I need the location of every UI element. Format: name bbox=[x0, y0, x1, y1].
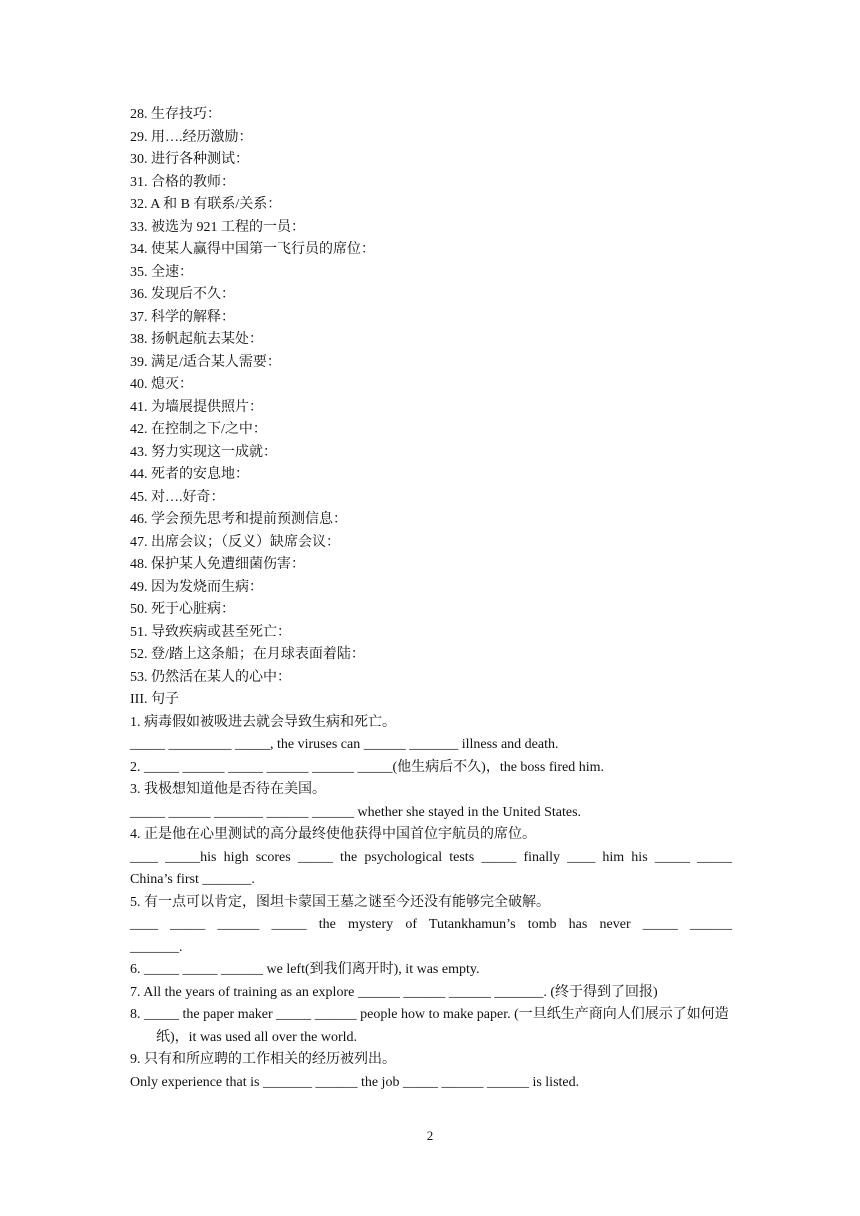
phrase-item: 41. 为墙展提供照片： bbox=[130, 399, 263, 415]
phrase-item: 31. 合格的教师： bbox=[130, 174, 235, 190]
sentence-4-english-line1: ____ _____his high scores _____ the psychological tests _____ finally ____ him his _____ _____ bbox=[130, 849, 732, 865]
phrase-item: 33. 被选为 921 工程的一员： bbox=[130, 219, 305, 235]
phrase-list bbox=[130, 104, 732, 689]
phrase-item: 45. 对….好奇： bbox=[130, 489, 225, 505]
phrase-item: 44. 死者的安息地： bbox=[130, 467, 249, 482]
phrase-item: 49. 因为发烧而生病： bbox=[130, 579, 263, 595]
phrase-item: 46. 学会预先思考和提前预测信息： bbox=[130, 512, 347, 527]
phrase-item: 30. 进行各种测试： bbox=[130, 152, 249, 167]
page-number: 2 bbox=[426, 1128, 434, 1143]
phrase-item: 35. 全速： bbox=[130, 264, 193, 280]
phrase-item: 52. 登/踏上这条船；在月球表面着陆： bbox=[130, 647, 365, 662]
sentence-7: 7. All the years of training as an explore ______ ______ ______ _______. (终于得到了回报) bbox=[130, 984, 658, 1000]
sentence-9-english: Only experience that is _______ ______ the job _____ ______ ______ is listed. bbox=[130, 1074, 580, 1090]
phrase-item: 28. 生存技巧： bbox=[130, 107, 221, 122]
phrase-item: 47. 出席会议；（反义）缺席会议： bbox=[130, 534, 340, 550]
phrase-item: 53. 仍然活在某人的心中： bbox=[130, 669, 291, 685]
sentence-1-chinese: 1. 病毒假如被吸进去就会导致生病和死亡。 bbox=[130, 714, 396, 730]
sentence-4-english-line2: China’s first _______. bbox=[130, 872, 255, 887]
phrase-item: 32. A 和 B 有联系/关系： bbox=[130, 197, 282, 212]
phrase-item: 29. 用….经历激励： bbox=[130, 129, 253, 145]
sentence-5-english-line1: ____ _____ ______ _____ the mystery of Tutankhamun’s tomb has never _____ ______ bbox=[130, 917, 732, 932]
phrase-item: 36. 发现后不久： bbox=[130, 287, 235, 302]
phrase-item: 43. 努力实现这一成就： bbox=[130, 444, 277, 460]
sentence-5-chinese: 5. 有一点可以肯定，图坦卡蒙国王墓之谜至今还没有能够完全破解。 bbox=[130, 894, 550, 910]
phrase-item: 38. 扬帆起航去某处： bbox=[130, 332, 263, 347]
sentence-3-english: _____ ______ _______ ______ ______ whether she stayed in the United States. bbox=[130, 804, 582, 820]
phrase-item: 39. 满足/适合某人需要： bbox=[130, 354, 281, 370]
phrase-item: 48. 保护某人免遭细菌伤害： bbox=[130, 557, 305, 572]
sentence-4-chinese: 4. 正是他在心里测试的高分最终使他获得中国首位宇航员的席位。 bbox=[130, 827, 536, 842]
worksheet-body bbox=[130, 104, 732, 1094]
sentence-9-chinese: 9. 只有和所应聘的工作相关的经历被列出。 bbox=[130, 1052, 396, 1067]
sentence-8: 8. _____ the paper maker _____ ______ people how to make paper. (一旦纸生产商向人们展示了如何造纸)，it was used all over the world. bbox=[130, 1007, 729, 1045]
sentence-2: 2. _____ ______ _____ ______ ______ _____(他生病后不久)，the boss fired him. bbox=[130, 759, 605, 775]
phrase-item: 34. 使某人赢得中国第一飞行员的席位： bbox=[130, 242, 375, 257]
phrase-item: 51. 导致疾病或甚至死亡： bbox=[130, 624, 291, 640]
phrase-item: 37. 科学的解释： bbox=[130, 309, 235, 325]
phrase-item: 40. 熄灭： bbox=[130, 377, 193, 392]
sentence-1-english: _____ _________ _____, the viruses can ______ _______ illness and death. bbox=[130, 737, 559, 752]
section-heading: III. 句子 bbox=[130, 692, 179, 707]
sentence-3-chinese: 3. 我极想知道他是否待在美国。 bbox=[130, 782, 326, 797]
phrase-item: 50. 死于心脏病： bbox=[130, 602, 235, 617]
sentence-6: 6. _____ _____ ______ we left(到我们离开时), it was empty. bbox=[130, 962, 480, 977]
sentence-5-english-line2: _______. bbox=[130, 939, 183, 955]
phrase-item: 42. 在控制之下/之中： bbox=[130, 422, 267, 437]
